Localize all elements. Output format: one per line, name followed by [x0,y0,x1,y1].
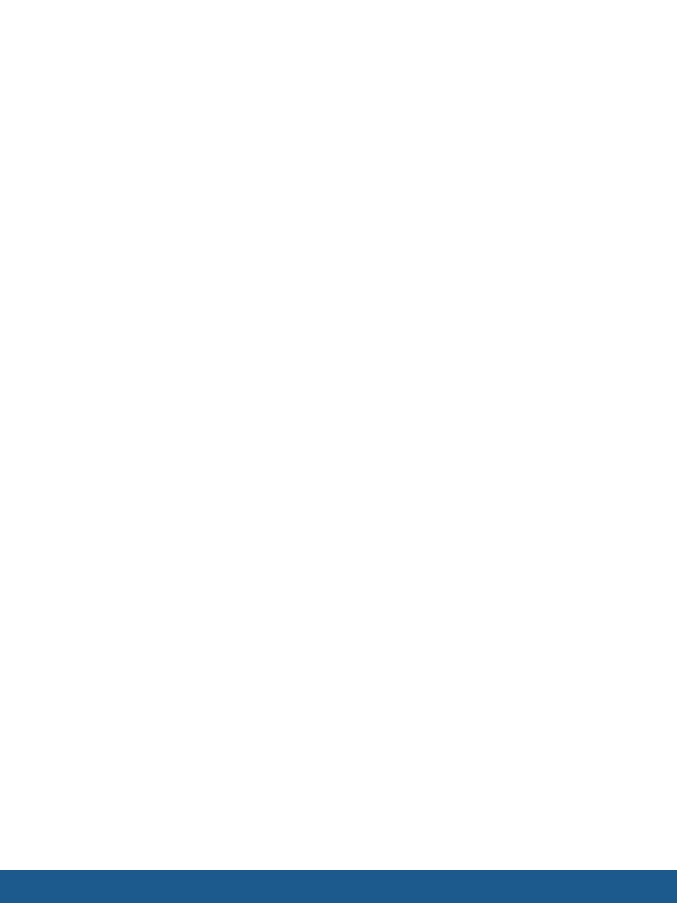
footer-bar [0,870,677,903]
